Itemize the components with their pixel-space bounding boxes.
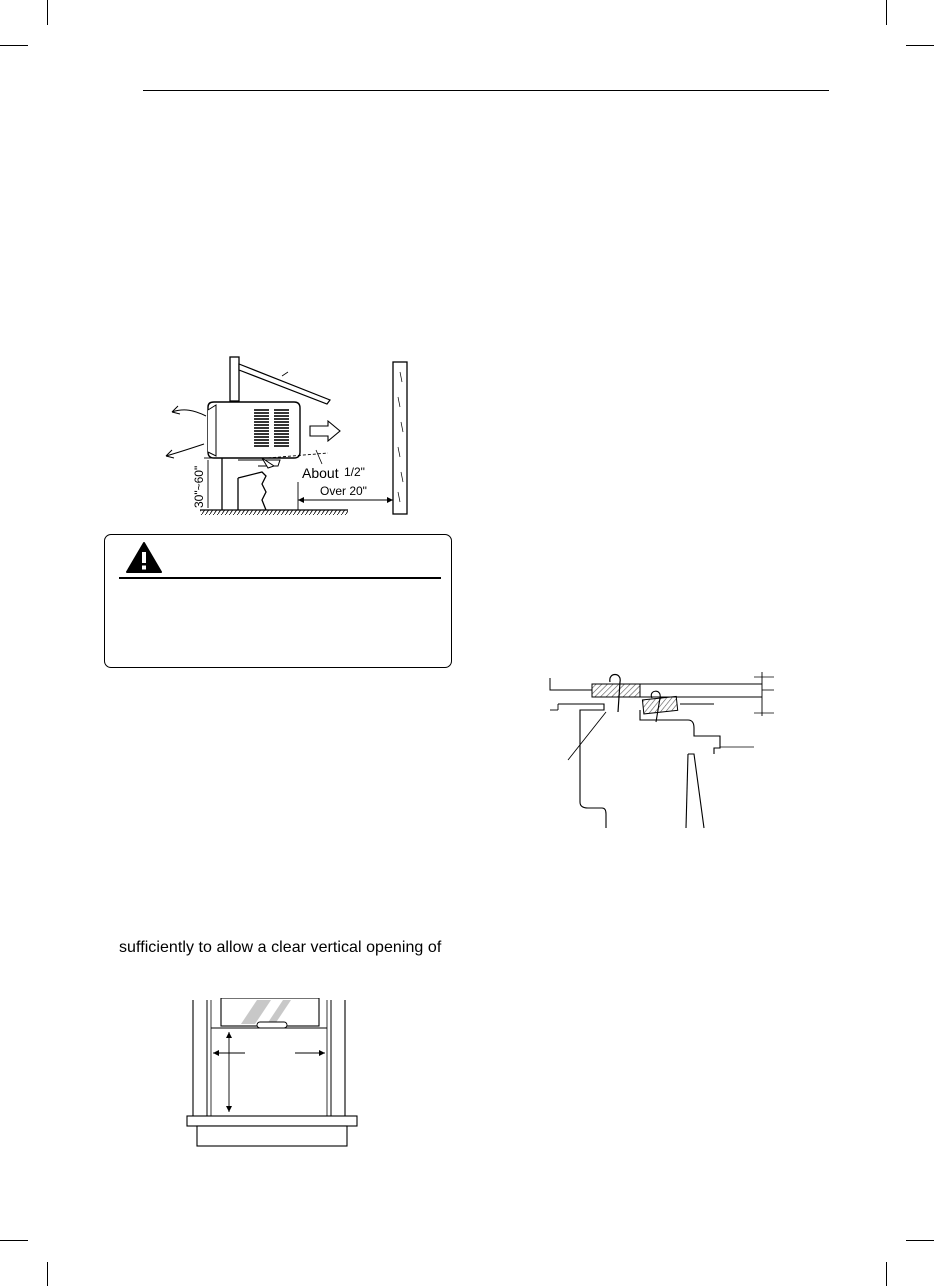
- awning: [239, 364, 330, 404]
- body-text-line: sufficiently to allow a clear vertical opening of: [119, 939, 442, 956]
- crop-mark-bottom-left-vertical: [47, 1262, 48, 1286]
- window-opening-diagram: [183, 998, 363, 1152]
- crop-mark-bottom-right-vertical: [886, 1262, 887, 1286]
- crop-mark-top-left-vertical: [47, 0, 48, 25]
- warning-triangle-icon: [125, 541, 163, 574]
- ground-hatch: [200, 510, 348, 515]
- about-label: About: [302, 465, 339, 481]
- air-conditioner-unit: [208, 402, 300, 458]
- window-sash-cross-section: [544, 668, 780, 830]
- header-rule: [143, 90, 829, 91]
- crop-mark-top-right-vertical: [886, 0, 887, 25]
- about-fraction-label: 1/2": [344, 465, 365, 479]
- caution-heading-rule: [119, 577, 441, 579]
- crop-mark-top-left-horizontal: [0, 45, 28, 46]
- crop-mark-bottom-left-horizontal: [0, 1240, 28, 1241]
- unit-clearance-diagram: [150, 352, 420, 522]
- caution-box: [104, 534, 452, 668]
- over-distance-label: Over 20": [320, 484, 367, 498]
- crop-mark-top-right-horizontal: [906, 45, 934, 46]
- height-range-label: 30"~60": [192, 465, 206, 508]
- crop-mark-bottom-right-horizontal: [906, 1240, 934, 1241]
- wall: [393, 362, 407, 514]
